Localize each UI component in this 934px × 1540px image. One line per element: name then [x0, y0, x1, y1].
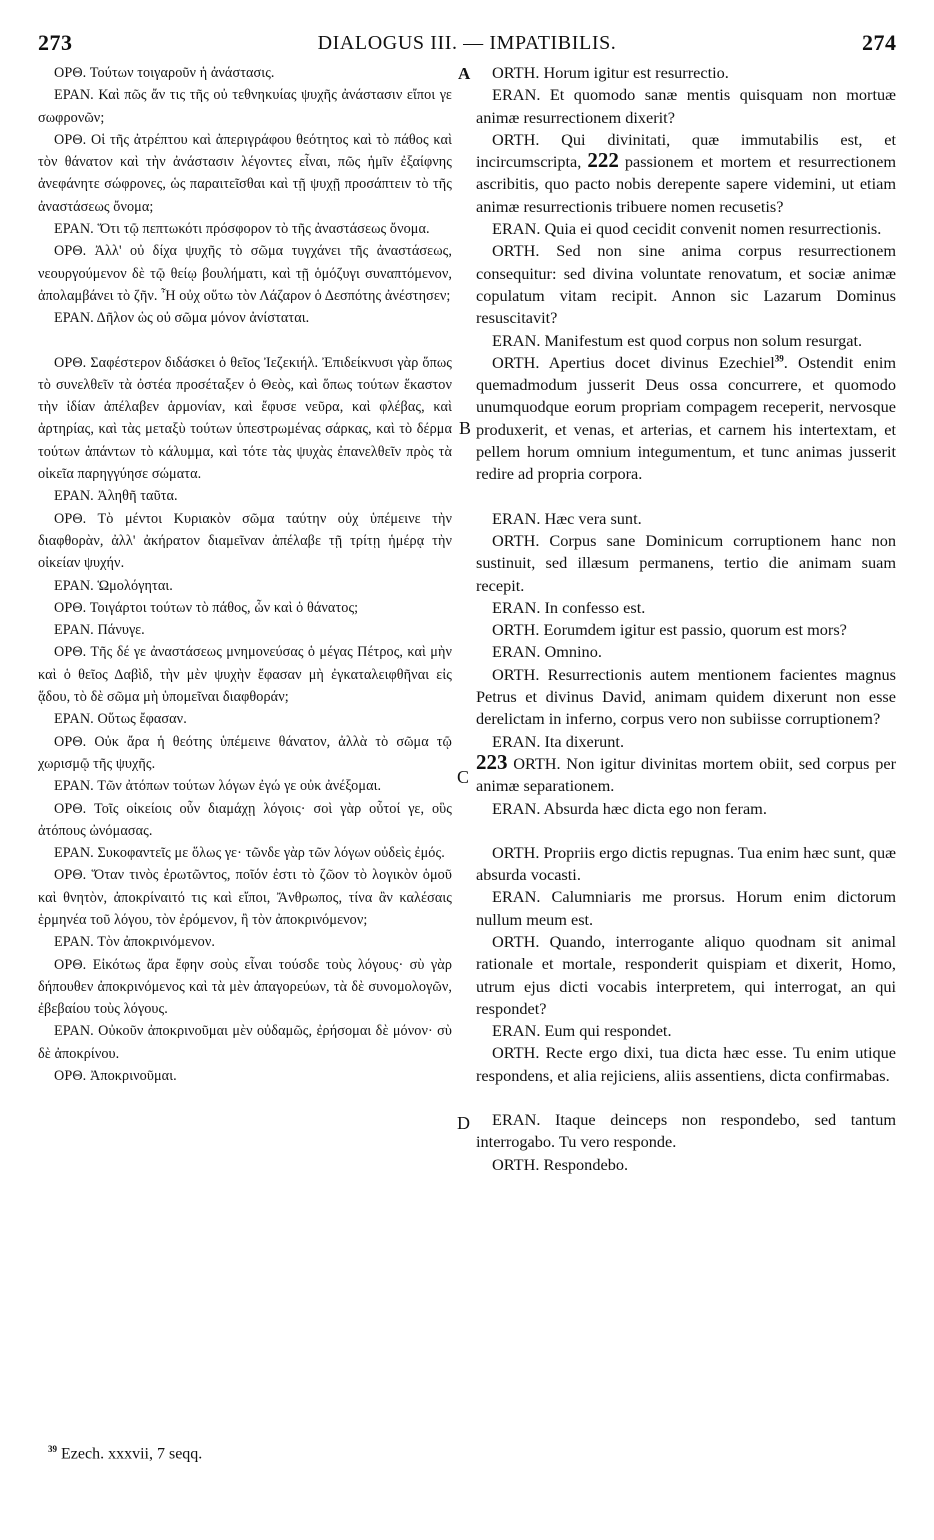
latin-paragraph: ERAN. Ita dixerunt.	[492, 731, 625, 751]
greek-paragraph: ΕΡΑΝ. Τῶν ἀτόπων τούτων λόγων ἐγώ γε οὐκ ἀνέξομαι.	[54, 778, 382, 795]
latin-paragraph: ORTH. Corpus sane Dominicum corruptionem hanc non sustinuit, sed illæsum permanens, tertio die animam suam recepit.	[476, 530, 896, 595]
greek-paragraph: ΕΡΑΝ. Πάνυγε.	[54, 622, 145, 639]
latin-text: ORTH. Qui divinitati, quæ immutabilis est, et incircumscripta,	[476, 129, 896, 172]
migne-column-number: 223	[476, 749, 508, 774]
latin-paragraph: ERAN. Calumniaris me prorsus. Horum enim dictorum nullum meum est.	[476, 887, 896, 929]
latin-paragraph: ORTH. Respondebo.	[492, 1154, 629, 1174]
greek-paragraph: ΟΡΘ. Τοιγάρτοι τούτων τὸ πάθος, ὧν καὶ ὁ θάνατος;	[54, 599, 359, 616]
running-title: DIALOGUS III. — IMPATIBILIS.	[317, 32, 617, 54]
latin-paragraph: ERAN. Hæc vera sunt.	[492, 508, 642, 528]
page-header	[0, 30, 934, 60]
greek-paragraph: ΟΡΘ. Ὅταν τινὸς ἐρωτῶντος, ποῖόν ἐστι τὸ ζῶον τὸ λογικὸν ὁμοῦ καὶ θνητὸν, ἀποκρίναιτό τις καὶ εἴποι, Ἄνθρωπος, τίνα ἂν καλέσαις ἑρμηνέα τοῦ λόγου, τὸν ἐρόμενον, ἢ τὸν ἀποκρινόμενον;	[38, 867, 452, 928]
latin-column	[476, 62, 896, 1176]
latin-text: ORTH. Non igitur divinitas mortem obiit, sed corpus per animæ separationem.	[476, 753, 897, 796]
latin-paragraph: ORTH. Eorumdem igitur est passio, quorum est mors?	[492, 620, 847, 640]
greek-paragraph: ΟΡΘ. Ἀλλ' οὐ δίχα ψυχῆς τὸ σῶμα τυγχάνει τῆς ἀναστάσεως, νεουργούμενον δὲ τῷ θείῳ βουλήματι, καὶ τῇ ὁμόζυγι συναπτόμενον, ἀπολαμβάνει τὸ ζῆν. Ἦ οὐχ οὕτω τὸν Λάζαρον ὁ Δεσπότης ἀνέστησεν;	[38, 243, 452, 304]
latin-paragraph: ERAN. Itaque deinceps non respondebo, sed tantum interrogabo. Tu vero responde.	[476, 1110, 896, 1152]
footnote	[48, 1444, 202, 1463]
greek-paragraph: ΕΡΑΝ. Ὡμολόγηται.	[54, 577, 173, 594]
latin-paragraph	[476, 129, 896, 218]
latin-paragraph: ERAN. Manifestum est quod corpus non solum resurgat.	[492, 330, 863, 350]
latin-paragraph: ERAN. In confesso est.	[492, 597, 646, 617]
latin-paragraph: ERAN. Quia ei quod cecidit convenit nomen resurrectionis.	[492, 219, 882, 239]
latin-paragraph: ORTH. Sed non sine anima corpus resurrectionem consequitur: sed divina voluntate renovatum, et sociæ animæ copulatum vitam recipit. Annon sic Lazarum Dominus resuscitavit?	[476, 241, 896, 328]
greek-paragraph: ΟΡΘ. Τὸ μέντοι Κυριακὸν σῶμα ταύτην οὐχ ὑπέμεινε τὴν διαφθορὰν, ἀλλ' ἀκήρατον διαμεῖναν ἀπέλαβε τῇ τρίτῃ ἡμέρᾳ τὴν οἰκείαν ψυχήν.	[38, 510, 452, 572]
footnote-reference: 39	[774, 353, 784, 364]
migne-column-number: 222	[587, 148, 619, 173]
latin-paragraph: ORTH. Recte ergo dixi, tua dicta hæc esse. Tu enim utique respondens, et alia rejiciens, aliis assentiens, dicta confirmabas.	[476, 1043, 896, 1085]
greek-paragraph: ΟΡΘ. Τοῖς οἰκείοις οὖν διαμάχῃ λόγοις· σοὶ γὰρ οὗτοί γε, οὓς ἀτόπους ὠνόμασας.	[38, 800, 452, 839]
latin-paragraph: ERAN. Absurda hæc dicta ego non feram.	[492, 798, 767, 818]
margin-letter-c: C	[457, 767, 470, 787]
greek-paragraph: ΕΡΑΝ. Ἀληθῆ ταῦτα.	[54, 488, 178, 505]
greek-paragraph: ΟΡΘ. Σαφέστερον διδάσκει ὁ θεῖος Ἰεζεκιήλ. Ἐπιδείκνυσι γὰρ ὅπως τὸ συνελθεῖν τὰ ὀστέα προσέταξεν ὁ Θεὸς, καὶ ὅπως τούτων ἕκαστον τὴν ἰδίαν ἀπέλαβεν ἁρμονίαν, καὶ ἔφυσε νεῦρα, καὶ φλέβας, καὶ ἀρτηρίας, καὶ τὰς μεταξὺ τούτων ὑπεστρωμένας σάρκας, καὶ τὸ δέρμα τούτων ἁπάντων τὸ κάλυμμα, καὶ τότε τὰς ψυχὰς ἐπανελθεῖν πρὸς τὰ οἰκεῖα παρηγγύησε σώματα.	[38, 354, 452, 483]
greek-paragraph: ΟΡΘ. Ἀποκρινοῦμαι.	[54, 1068, 177, 1085]
margin-letter-b: B	[459, 418, 472, 438]
left-page-number: 273	[38, 30, 73, 55]
greek-paragraph: ΟΡΘ. Εἰκότως ἄρα ἔφην σοὺς εἶναι τούσδε τοὺς λόγους· σὺ γὰρ δήπουθεν ἀποκρινόμενος καὶ τὰ μὲν ἀπαγορεύων, τὰ δὲ συνομολογῶν, ἐβεβαίου τοὺς λόγους.	[38, 956, 452, 1018]
greek-paragraph: ΕΡΑΝ. Τὸν ἀποκρινόμενον.	[54, 934, 215, 951]
greek-column	[38, 62, 452, 1087]
greek-paragraph: ΕΡΑΝ. Οὕτως ἔφασαν.	[54, 711, 187, 728]
latin-paragraph: ERAN. Eum qui respondet.	[492, 1021, 672, 1041]
greek-paragraph: ΕΡΑΝ. Δῆλον ὡς οὐ σῶμα μόνον ἀνίσταται.	[54, 310, 310, 327]
right-page-number: 274	[862, 30, 897, 55]
greek-paragraph: ΕΡΑΝ. Συκοφαντεῖς με ὅλως γε· τῶνδε γὰρ τῶν λόγων οὐδεὶς ἐμός.	[54, 845, 445, 862]
greek-paragraph: ΟΡΘ. Τούτων τοιγαροῦν ἡ ἀνάστασις.	[54, 65, 275, 81]
latin-paragraph: ORTH. Horum igitur est resurrectio.	[492, 63, 729, 82]
latin-paragraph	[476, 352, 896, 486]
latin-text: passionem et mortem et resurrectionem ascribitis, quo pacto nobis derepente sapere videmini, ut etiam animæ resurrectionis tribuere nomen recusetis?	[476, 152, 896, 216]
greek-paragraph: ΕΡΑΝ. Ὅτι τῷ πεπτωκότι πρόσφορον τὸ τῆς ἀναστάσεως ὄνομα.	[54, 221, 430, 238]
margin-letter-d: D	[457, 1113, 470, 1133]
latin-paragraph: ORTH. Resurrectionis autem mentionem facientes magnus Petrus et divinus David, animam quidem dixerunt non esse derelictam in inferno, corpus vero non subiisse corruptionem?	[476, 664, 896, 729]
greek-paragraph: ΕΡΑΝ. Καὶ πῶς ἄν τις τῆς οὐ τεθνηκυίας ψυχῆς ἀνάστασιν εἴποι γε σωφρονῶν;	[38, 87, 452, 126]
latin-paragraph: ERAN. Et quomodo sanæ mentis quisquam non mortuæ animæ resurrectionem dixerit?	[476, 85, 896, 127]
footnote-number: 39	[48, 1444, 57, 1454]
latin-paragraph: ORTH. Quando, interrogante aliquo quodnam sit animal rationale et mortale, responderit quispiam et dixerit, Homo, utrum ejus dicti vocabis interpretem, qui interrogat, an qui respondet?	[476, 931, 896, 1018]
latin-paragraph: ORTH. Propriis ergo dictis repugnas. Tua enim hæc sunt, quæ absurda vocasti.	[476, 842, 896, 885]
latin-text: ORTH. Apertius docet divinus Ezechiel	[492, 352, 775, 372]
latin-paragraph	[476, 749, 897, 798]
greek-paragraph: ΕΡΑΝ. Οὐκοῦν ἀποκρινοῦμαι μὲν οὐδαμῶς, ἐρήσομαι δὲ μόνον· σὺ δὲ ἀποκρίνου.	[38, 1023, 452, 1062]
greek-paragraph: ΟΡΘ. Οἱ τῆς ἀτρέπτου καὶ ἀπεριγράφου θεότητος καὶ τὸ πάθος καὶ τὸν θάνατον καὶ τὴν ἀνάστασιν λέγοντες εἶναι, πῶς ἡμῖν ἐξαίφνης ἀνεφάνητε σώφρονες, ὡς παραιτεῖσθαι καὶ τῇ ψυχῇ προσάπτειν τὸ τῆς ἀναστάσεως ὄνομα;	[38, 131, 452, 215]
greek-paragraph: ΟΡΘ. Οὐκ ἄρα ἡ θεότης ὑπέμεινε θάνατον, ἀλλὰ τὸ σῶμα τῷ χωρισμῷ τῆς ψυχῆς.	[38, 733, 452, 772]
latin-paragraph: ERAN. Omnino.	[492, 642, 602, 662]
latin-text: . Ostendit enim quemadmodum jusserit Deus ossa concurrere, et quomodo unumquodque eorum propriam compagem receperit, nervosque produxerit, et venas, et arterias, et carnem his intertextam, et pellem horum omnium integumentum, et tunc animas jusserit redire ad propria corpora.	[476, 352, 897, 484]
greek-paragraph: ΟΡΘ. Τῆς δέ γε ἀναστάσεως μνημονεύσας ὁ μέγας Πέτρος, καὶ μὴν καὶ ὁ θεῖος Δαβὶδ, τὴν μὲν ψυχὴν ἔφασαν μὴ ἐγκαταλειφθῆναι εἰς ᾅδου, τὸ δὲ σῶμα μὴ ὑπομεῖναι διαφθοράν;	[38, 644, 452, 706]
margin-letter-a: A	[458, 64, 471, 83]
footnote-text: Ezech. xxxvii, 7 seqq.	[61, 1445, 203, 1463]
